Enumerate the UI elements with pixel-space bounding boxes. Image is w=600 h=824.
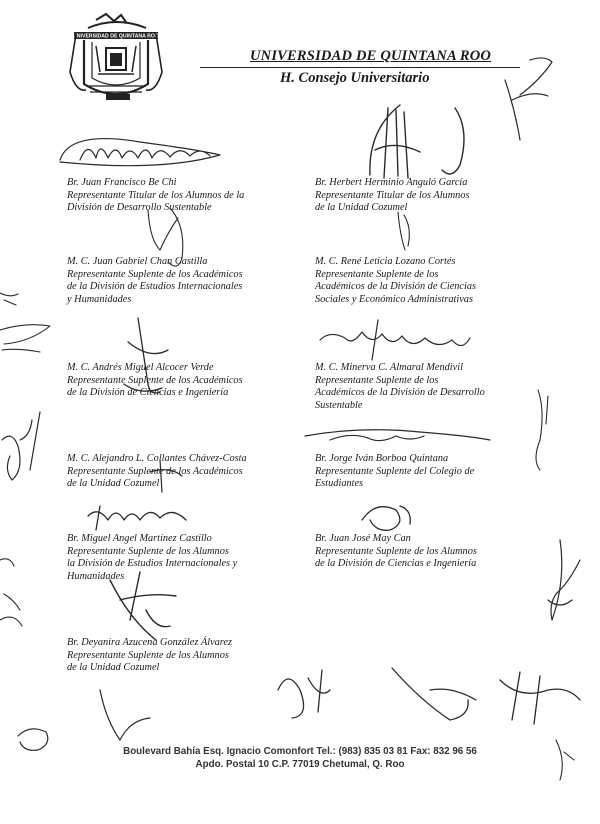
member-block bbox=[67, 362, 297, 400]
member-name: M. C. Alejandro L. Collantes Chávez-Costa bbox=[67, 453, 247, 464]
member-role-line: Representante Suplente de los Alumnos bbox=[67, 649, 229, 661]
member-name: Br. Herbert Herminio Anguló García bbox=[315, 177, 468, 188]
signature bbox=[392, 668, 476, 720]
member-name: Br. Jorge Iván Borboa Quintana bbox=[315, 453, 449, 464]
member-block bbox=[67, 637, 297, 675]
signature bbox=[278, 670, 330, 718]
member-role-line: Sustentable bbox=[315, 399, 363, 411]
member-role-line: Sociales y Económico Administrativas bbox=[315, 293, 473, 305]
member-block bbox=[315, 256, 545, 306]
member-block bbox=[67, 453, 297, 491]
signature bbox=[0, 293, 50, 352]
member-block bbox=[67, 256, 297, 306]
signature bbox=[88, 506, 186, 530]
signature bbox=[370, 105, 464, 178]
member-name: M. C. Juan Gabriel Chan Castilla bbox=[67, 256, 208, 267]
member-role-line: Académicos de la División de Ciencias bbox=[315, 281, 476, 293]
signature bbox=[2, 412, 40, 480]
member-role-line: de la División de Ciencias e Ingeniería bbox=[315, 558, 477, 570]
member-role-line: Representante Suplente de los Académicos bbox=[67, 465, 243, 477]
signature bbox=[500, 672, 580, 724]
member-role-line: Representante Suplente del Colegio de bbox=[315, 465, 475, 477]
university-title: UNIVERSIDAD DE QUINTANA ROO bbox=[250, 48, 492, 64]
footer-address-line: Boulevard Bahía Esq. Ignacio Comonfort Tel.: (983) 835 03 81 Fax: 832 96 56 bbox=[123, 746, 477, 757]
member-role-line: Representante Suplente de los bbox=[315, 374, 439, 386]
member-block bbox=[67, 533, 297, 583]
member-name: M. C. René Leticia Lozano Cortés bbox=[315, 256, 456, 267]
member-role-line: Representante Suplente de los Alumnos bbox=[67, 545, 229, 557]
member-role-line: de la Unidad Cozumel bbox=[315, 202, 408, 214]
member-name: Br. Miguel Angel Martínez Castillo bbox=[67, 533, 212, 544]
member-role-line: Representante Suplente de los bbox=[315, 268, 439, 280]
member-role-line: Representante Suplente de los Académicos bbox=[67, 374, 243, 386]
member-role-line: de la División de Estudios Internacionales bbox=[67, 281, 243, 293]
signature bbox=[362, 506, 410, 530]
signature bbox=[305, 430, 490, 441]
member-role-line: Humanidades bbox=[67, 570, 125, 582]
member-role-line: de la División de Ciencias e Ingeniería bbox=[67, 387, 229, 399]
header-rule bbox=[200, 67, 520, 68]
signature bbox=[548, 540, 580, 620]
signature bbox=[320, 320, 470, 360]
member-role-line: Representante Titular de los Alumnos de la bbox=[67, 189, 245, 201]
council-title: H. Consejo Universitario bbox=[280, 70, 430, 86]
member-block bbox=[315, 177, 545, 215]
signature bbox=[0, 559, 22, 626]
university-seal-logo bbox=[66, 12, 166, 112]
member-name: Br. Juan Francisco Be Chi bbox=[67, 177, 177, 188]
member-block bbox=[315, 533, 545, 571]
member-block bbox=[67, 177, 297, 215]
member-name: Br. Juan José May Can bbox=[315, 533, 411, 544]
signature bbox=[60, 139, 220, 166]
member-role-line: Representante Suplente de los Académicos bbox=[67, 268, 243, 280]
member-role-line: Estudiantes bbox=[315, 478, 364, 490]
member-role-line: Académicos de la División de Desarrollo bbox=[315, 387, 485, 399]
signature bbox=[18, 690, 150, 750]
member-role-line: de la Unidad Cozumel bbox=[67, 478, 160, 490]
member-role-line: Representante Suplente de los Alumnos bbox=[315, 545, 477, 557]
member-name: M. C. Andrés Miguel Alcocer Verde bbox=[67, 362, 214, 373]
member-role-line: Representante Titular de los Alumnos bbox=[315, 189, 470, 201]
signature bbox=[398, 212, 409, 250]
member-role-line: y Humanidades bbox=[67, 293, 132, 305]
member-role-line: la División de Estudios Internacionales y bbox=[67, 558, 238, 570]
signature bbox=[505, 58, 552, 140]
member-name: M. C. Minerva C. Almaral Mendivil bbox=[315, 362, 463, 373]
member-name: Br. Deyanira Azucena González Álvarez bbox=[67, 637, 233, 648]
seal-banner-text: UNIVERSIDAD DE QUINTANA ROO bbox=[73, 33, 159, 40]
member-role-line: de la Unidad Cozumel bbox=[67, 662, 160, 674]
member-block bbox=[315, 362, 545, 412]
member-role-line: División de Desarrollo Sustentable bbox=[67, 202, 212, 214]
footer-postal-line: Apdo. Postal 10 C.P. 77019 Chetumal, Q. Roo bbox=[195, 759, 405, 770]
member-block bbox=[315, 453, 545, 491]
